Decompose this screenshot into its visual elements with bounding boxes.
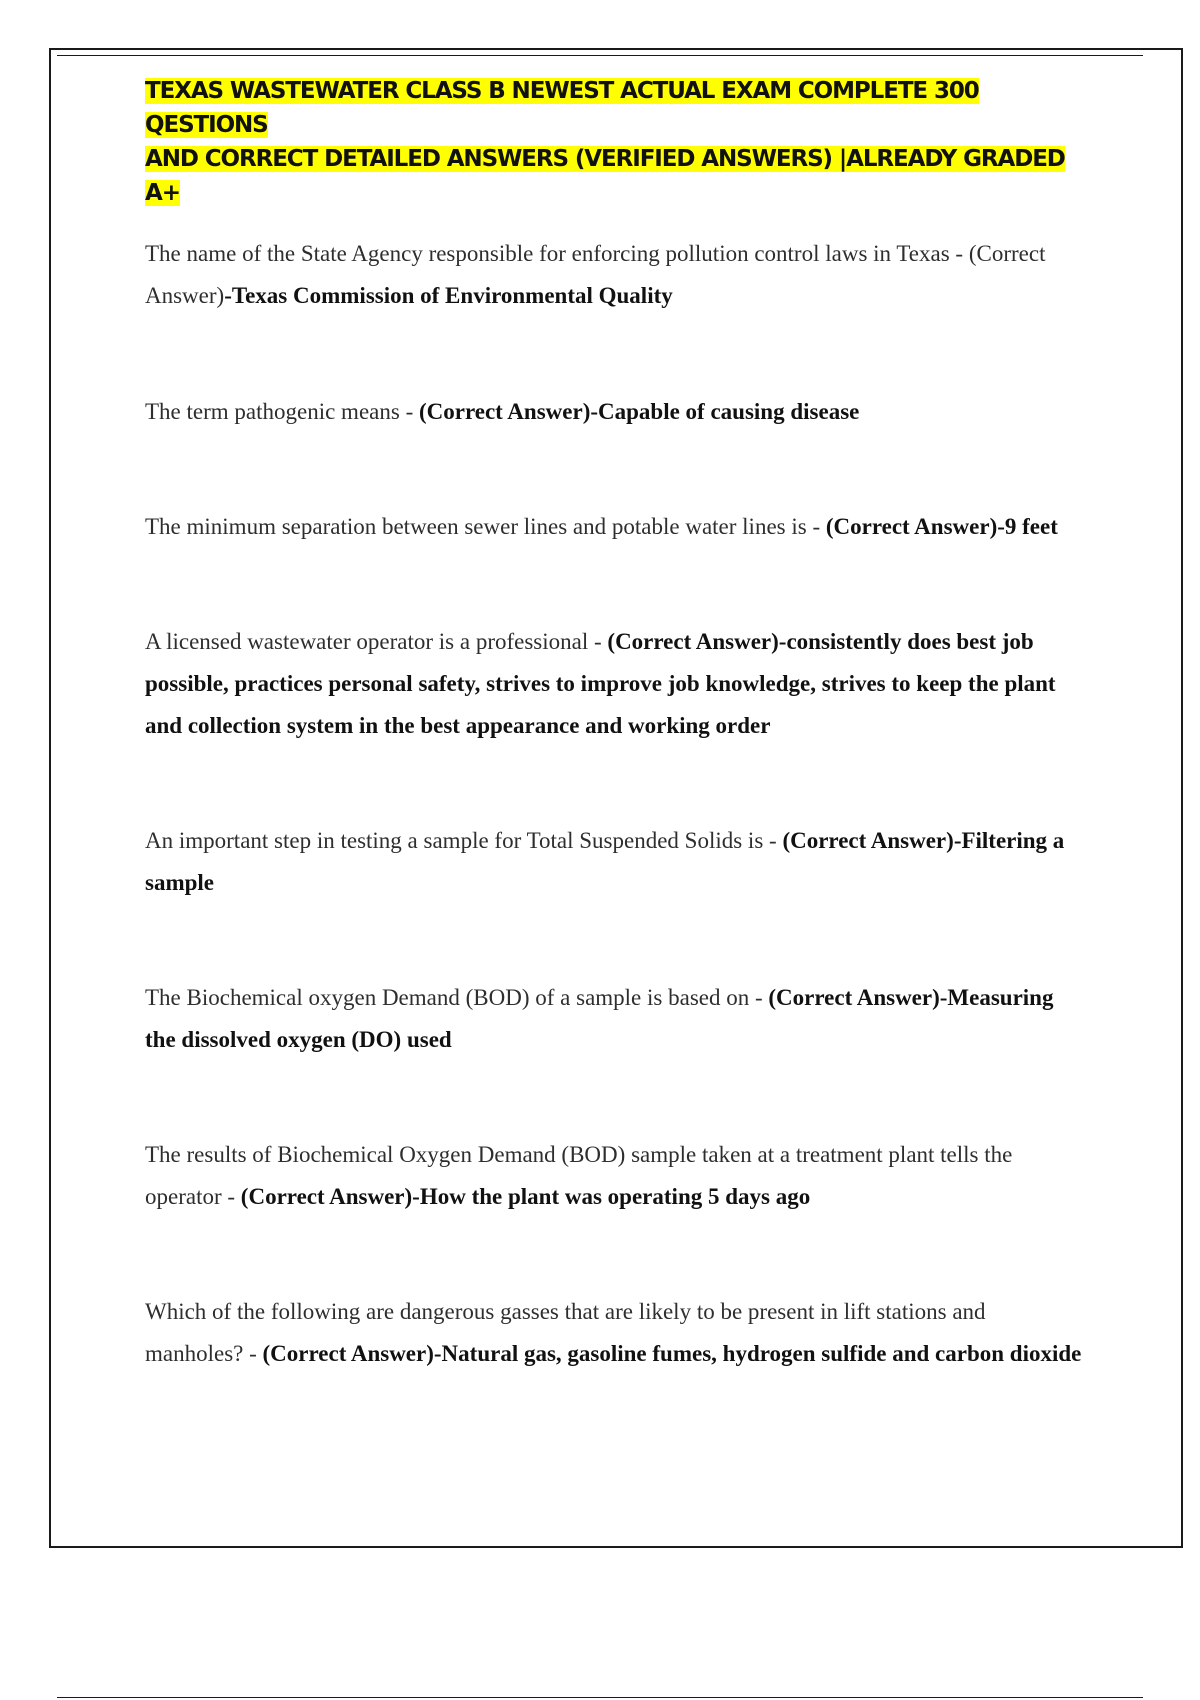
question-text: The minimum separation between sewer lines and potable water lines is -: [145, 514, 826, 539]
answer-tag: (Correct Answer): [607, 629, 779, 654]
title-line-2: AND CORRECT DETAILED ANSWERS (VERIFIED ANSWERS) |ALREADY GRADED A+: [145, 146, 1065, 206]
qa-item: [145, 621, 1085, 747]
question-text: The results of Biochemical Oxygen Demand (BOD) sample taken at a treatment plant tells the operator -: [145, 1142, 1013, 1209]
answer-text: -9 feet: [997, 514, 1058, 539]
bottom-rule: [57, 1697, 1143, 1698]
question-text: A licensed wastewater operator is a professional -: [145, 629, 608, 654]
answer-text: -Natural gas, gasoline fumes, hydrogen sulfide and carbon dioxide: [433, 1341, 1082, 1366]
qa-item: [145, 506, 1085, 548]
question-text: An important step in testing a sample for Total Suspended Solids is -: [145, 828, 783, 853]
question-text: The name of the State Agency responsible for enforcing pollution control laws in Texas -: [145, 241, 969, 266]
answer-tag: (Correct Answer): [825, 514, 998, 539]
answer-text: -consistently does best job possible, practices personal safety, strives to improve job knowledge, strives to keep the plant and collection system in the best appearance and working order: [145, 629, 1056, 738]
qa-item: [145, 233, 1085, 317]
answer-tag: (Correct Answer): [262, 1341, 434, 1366]
top-rule: [57, 55, 1143, 56]
qa-item: [145, 1134, 1085, 1218]
answer-tag: (Correct Answer): [782, 828, 954, 853]
answer-text: -How the plant was operating 5 days ago: [412, 1184, 811, 1209]
answer-text: -Texas Commission of Environmental Quality: [224, 283, 673, 308]
answer-tag: (Correct Answer): [145, 241, 1046, 308]
answer-text: -Filtering a sample: [145, 828, 1065, 895]
qa-item: [145, 1291, 1085, 1375]
answer-tag: (Correct Answer): [240, 1184, 413, 1209]
question-text: Which of the following are dangerous gasses that are likely to be present in lift stations and manholes? -: [145, 1299, 986, 1366]
answer-tag: (Correct Answer): [418, 399, 591, 424]
question-text: The term pathogenic means -: [145, 399, 419, 424]
document-title: [145, 74, 1085, 210]
title-line-1: TEXAS WASTEWATER CLASS B NEWEST ACTUAL EXAM COMPLETE 300 QESTIONS: [145, 78, 979, 138]
question-text: The Biochemical oxygen Demand (BOD) of a sample is based on -: [145, 985, 769, 1010]
answer-text: -Measuring the dissolved oxygen (DO) used: [145, 985, 1054, 1052]
qa-item: [145, 820, 1085, 904]
document-body: [145, 74, 1085, 1375]
answer-text: -Capable of causing disease: [590, 399, 860, 424]
answer-tag: (Correct Answer): [768, 985, 940, 1010]
qa-item: [145, 977, 1085, 1061]
qa-item: [145, 391, 1085, 433]
